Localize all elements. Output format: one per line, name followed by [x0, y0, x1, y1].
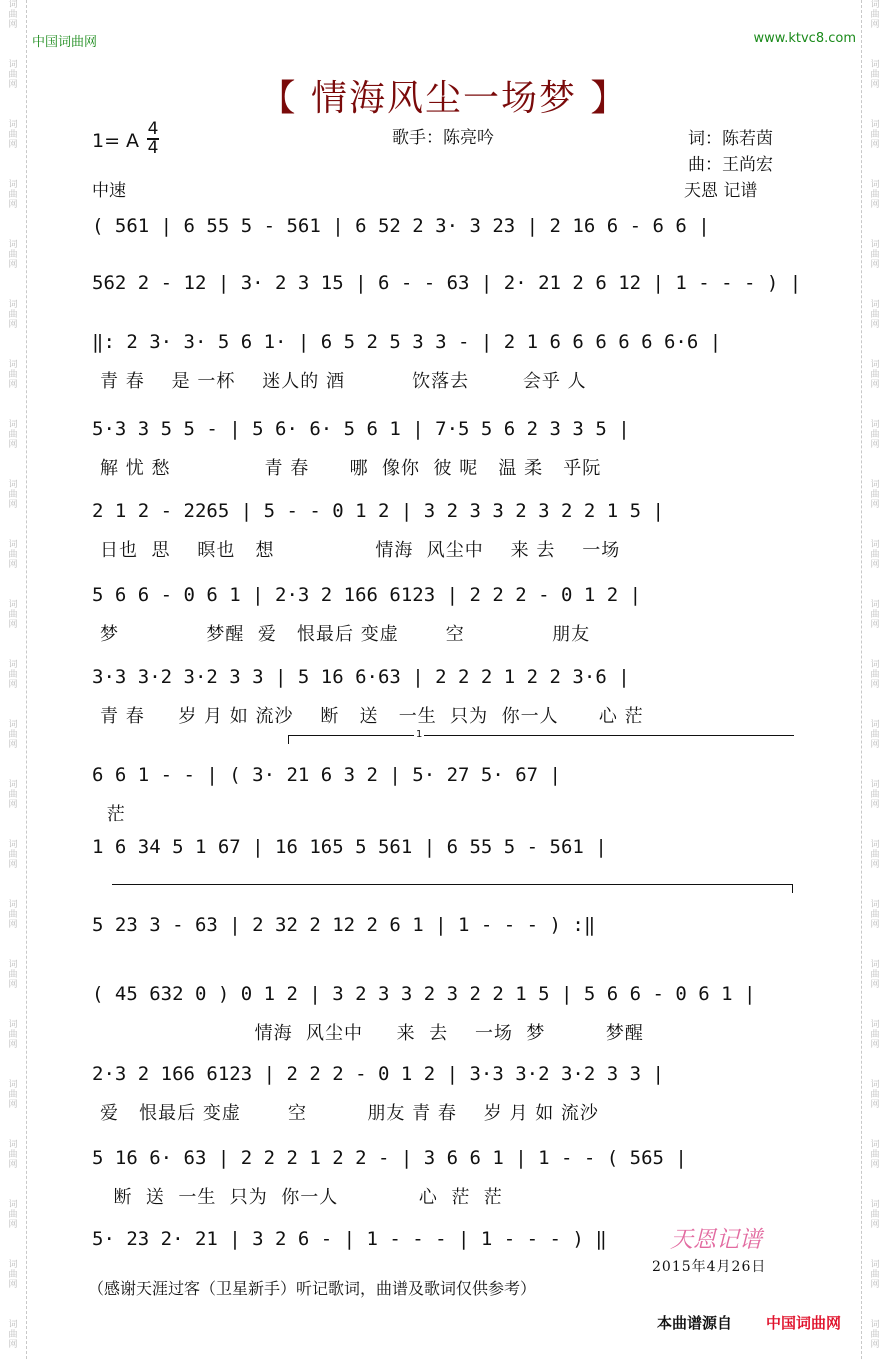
watermark-mark: 词 曲 网 — [8, 60, 18, 90]
key-signature: 1= A — [92, 130, 140, 152]
watermark-mark: 词 曲 网 — [870, 420, 880, 450]
watermark-mark: 词 曲 网 — [8, 1080, 18, 1110]
watermark-mark: 词 曲 网 — [8, 540, 18, 570]
score-line-lyrics: 青 春 是 一杯 迷人的 酒 饮落去 会乎 人 — [100, 371, 587, 392]
first-ending-number: 1 — [416, 729, 423, 740]
watermark-mark: 词 曲 网 — [8, 1320, 18, 1350]
watermark-mark: 词 曲 网 — [8, 840, 18, 870]
score-line-lyrics: 青 春 岁 月 如 流沙 断 送 一生 只为 你一人 心 茫 — [100, 706, 644, 727]
singer-credit: 歌手：陈亮吟 — [392, 128, 494, 148]
acknowledgement-note: （感谢天涯过客（卫星新手）听记歌词，曲谱及歌词仅供参考） — [88, 1279, 537, 1298]
watermark-mark: 词 曲 网 — [870, 120, 880, 150]
watermark-mark: 词 曲 网 — [870, 0, 880, 30]
time-bottom: 4 — [147, 137, 159, 158]
watermark-mark: 词 曲 网 — [870, 60, 880, 90]
time-top: 4 — [147, 119, 159, 139]
time-signature — [147, 121, 159, 157]
watermark-mark: 词 曲 网 — [8, 1140, 18, 1170]
watermark-mark: 词 曲 网 — [8, 0, 18, 30]
transcriber-credit: 天恩 记谱 — [684, 181, 758, 201]
watermark-mark: 词 曲 网 — [870, 900, 880, 930]
score-line-lyrics: 茫 — [100, 804, 126, 825]
watermark-mark: 词 曲 网 — [8, 180, 18, 210]
watermark-mark: 词 曲 网 — [8, 240, 18, 270]
score-line-notes: ( 561 | 6 55 5 - 561 | 6 52 2 3· 3 23 | 2 16 6 - 6 6 | — [92, 215, 710, 237]
watermark-mark: 词 曲 网 — [870, 660, 880, 690]
score-line-lyrics: 情海 风尘中 来 去 一场 梦 梦醒 — [100, 1023, 644, 1044]
watermark-mark: 词 曲 网 — [870, 1200, 880, 1230]
watermark-mark: 词 曲 网 — [870, 360, 880, 390]
watermark-mark: 词 曲 网 — [870, 300, 880, 330]
watermark-mark: 词 曲 网 — [8, 600, 18, 630]
site-name-header: 中国词曲网 — [32, 35, 98, 50]
score-line-notes: 5 23 3 - 63 | 2 32 2 12 2 6 1 | 1 - - - ) :‖ — [92, 914, 596, 936]
source-label: 本曲谱源自 — [657, 1314, 733, 1332]
score-line-notes: 1 6 34 5 1 67 | 16 165 5 561 | 6 55 5 - 561 | — [92, 836, 607, 858]
watermark-mark: 词 曲 网 — [870, 180, 880, 210]
tempo-marking: 中速 — [92, 181, 126, 201]
watermark-mark: 词 曲 网 — [8, 960, 18, 990]
watermark-mark: 词 曲 网 — [870, 1140, 880, 1170]
watermark-mark: 词 曲 网 — [870, 1260, 880, 1290]
score-line-notes: 2·3 2 166 6123 | 2 2 2 - 0 1 2 | 3·3 3·2 3·2 3 3 | — [92, 1063, 664, 1085]
score-line-lyrics: 日也 思 暝也 想 情海 风尘中 来 去 一场 — [100, 540, 621, 561]
watermark-mark: 词 曲 网 — [870, 780, 880, 810]
score-line-notes: 6 6 1 - - | ( 3· 21 6 3 2 | 5· 27 5· 67 | — [92, 764, 561, 786]
song-title: 【 情海风尘一场梦 】 — [259, 78, 629, 119]
lyricist-credit: 词：陈若茵 — [688, 129, 773, 149]
watermark-mark: 词 曲 网 — [8, 300, 18, 330]
score-line-notes: ( 45 632 0 ) 0 1 2 | 3 2 3 3 2 3 2 2 1 5 | 5 6 6 - 0 6 1 | — [92, 983, 756, 1005]
watermark-mark: 词 曲 网 — [8, 660, 18, 690]
watermark-mark: 词 曲 网 — [8, 1200, 18, 1230]
watermark-mark: 词 曲 网 — [8, 360, 18, 390]
score-line-lyrics: 断 送 一生 只为 你一人 心 茫 茫 — [100, 1187, 503, 1208]
watermark-mark: 词 曲 网 — [870, 720, 880, 750]
watermark-mark: 词 曲 网 — [8, 720, 18, 750]
watermark-mark: 词 曲 网 — [8, 900, 18, 930]
site-url-header: www.ktvc8.com — [753, 31, 856, 46]
watermark-mark: 词 曲 网 — [870, 1020, 880, 1050]
score-line-notes: 5 6 6 - 0 6 1 | 2·3 2 166 6123 | 2 2 2 - 0 1 2 | — [92, 584, 642, 606]
score-line-notes: 5 16 6· 63 | 2 2 2 1 2 2 - | 3 6 6 1 | 1 - - ( 565 | — [92, 1147, 687, 1169]
first-ending-bracket-close — [112, 884, 793, 893]
score-line-notes: ‖: 2 3· 3· 5 6 1· | 6 5 2 5 3 3 - | 2 1 6 6 6 6 6 6·6 | — [92, 331, 722, 353]
score-line-notes: 5· 23 2· 21 | 3 2 6 - | 1 - - - | 1 - - - ) ‖ — [92, 1228, 607, 1250]
watermark-mark: 词 曲 网 — [870, 240, 880, 270]
score-line-notes: 562 2 - 12 | 3· 2 3 15 | 6 - - 63 | 2· 21 2 6 12 | 1 - - - ) | — [92, 272, 802, 294]
watermark-mark: 词 曲 网 — [8, 480, 18, 510]
transcriber-stamp: 天恩记谱 — [670, 1227, 762, 1253]
composer-credit: 曲：王尚宏 — [688, 155, 773, 175]
watermark-mark: 词 曲 网 — [870, 960, 880, 990]
watermark-mark: 词 曲 网 — [870, 1080, 880, 1110]
watermark-mark: 词 曲 网 — [870, 600, 880, 630]
watermark-mark: 词 曲 网 — [8, 420, 18, 450]
transcription-date: 2015年4月26日 — [652, 1259, 767, 1275]
watermark-mark: 词 曲 网 — [870, 1320, 880, 1350]
watermark-mark: 词 曲 网 — [870, 480, 880, 510]
watermark-mark: 词 曲 网 — [8, 120, 18, 150]
score-line-lyrics: 爱 恨最后 变虚 空 朋友 青 春 岁 月 如 流沙 — [100, 1103, 599, 1124]
score-line-lyrics: 解 忧 愁 青 春 哪 像你 彼 呢 温 柔 乎阮 — [100, 458, 602, 479]
watermark-mark: 词 曲 网 — [8, 780, 18, 810]
source-site-name: 中国词曲网 — [766, 1314, 842, 1332]
score-line-notes: 3·3 3·2 3·2 3 3 | 5 16 6·63 | 2 2 2 1 2 2 3·6 | — [92, 666, 630, 688]
first-ending-bracket — [288, 735, 794, 744]
watermark-mark: 词 曲 网 — [870, 540, 880, 570]
score-line-notes: 5·3 3 5 5 - | 5 6· 6· 5 6 1 | 7·5 5 6 2 3 3 5 | — [92, 418, 630, 440]
watermark-mark: 词 曲 网 — [870, 840, 880, 870]
watermark-mark: 词 曲 网 — [8, 1020, 18, 1050]
score-line-lyrics: 梦 梦醒 爱 恨最后 变虚 空 朋友 — [100, 624, 591, 645]
watermark-mark: 词 曲 网 — [8, 1260, 18, 1290]
score-line-notes: 2 1 2 - 2265 | 5 - - 0 1 2 | 3 2 3 3 2 3 2 2 1 5 | — [92, 500, 664, 522]
